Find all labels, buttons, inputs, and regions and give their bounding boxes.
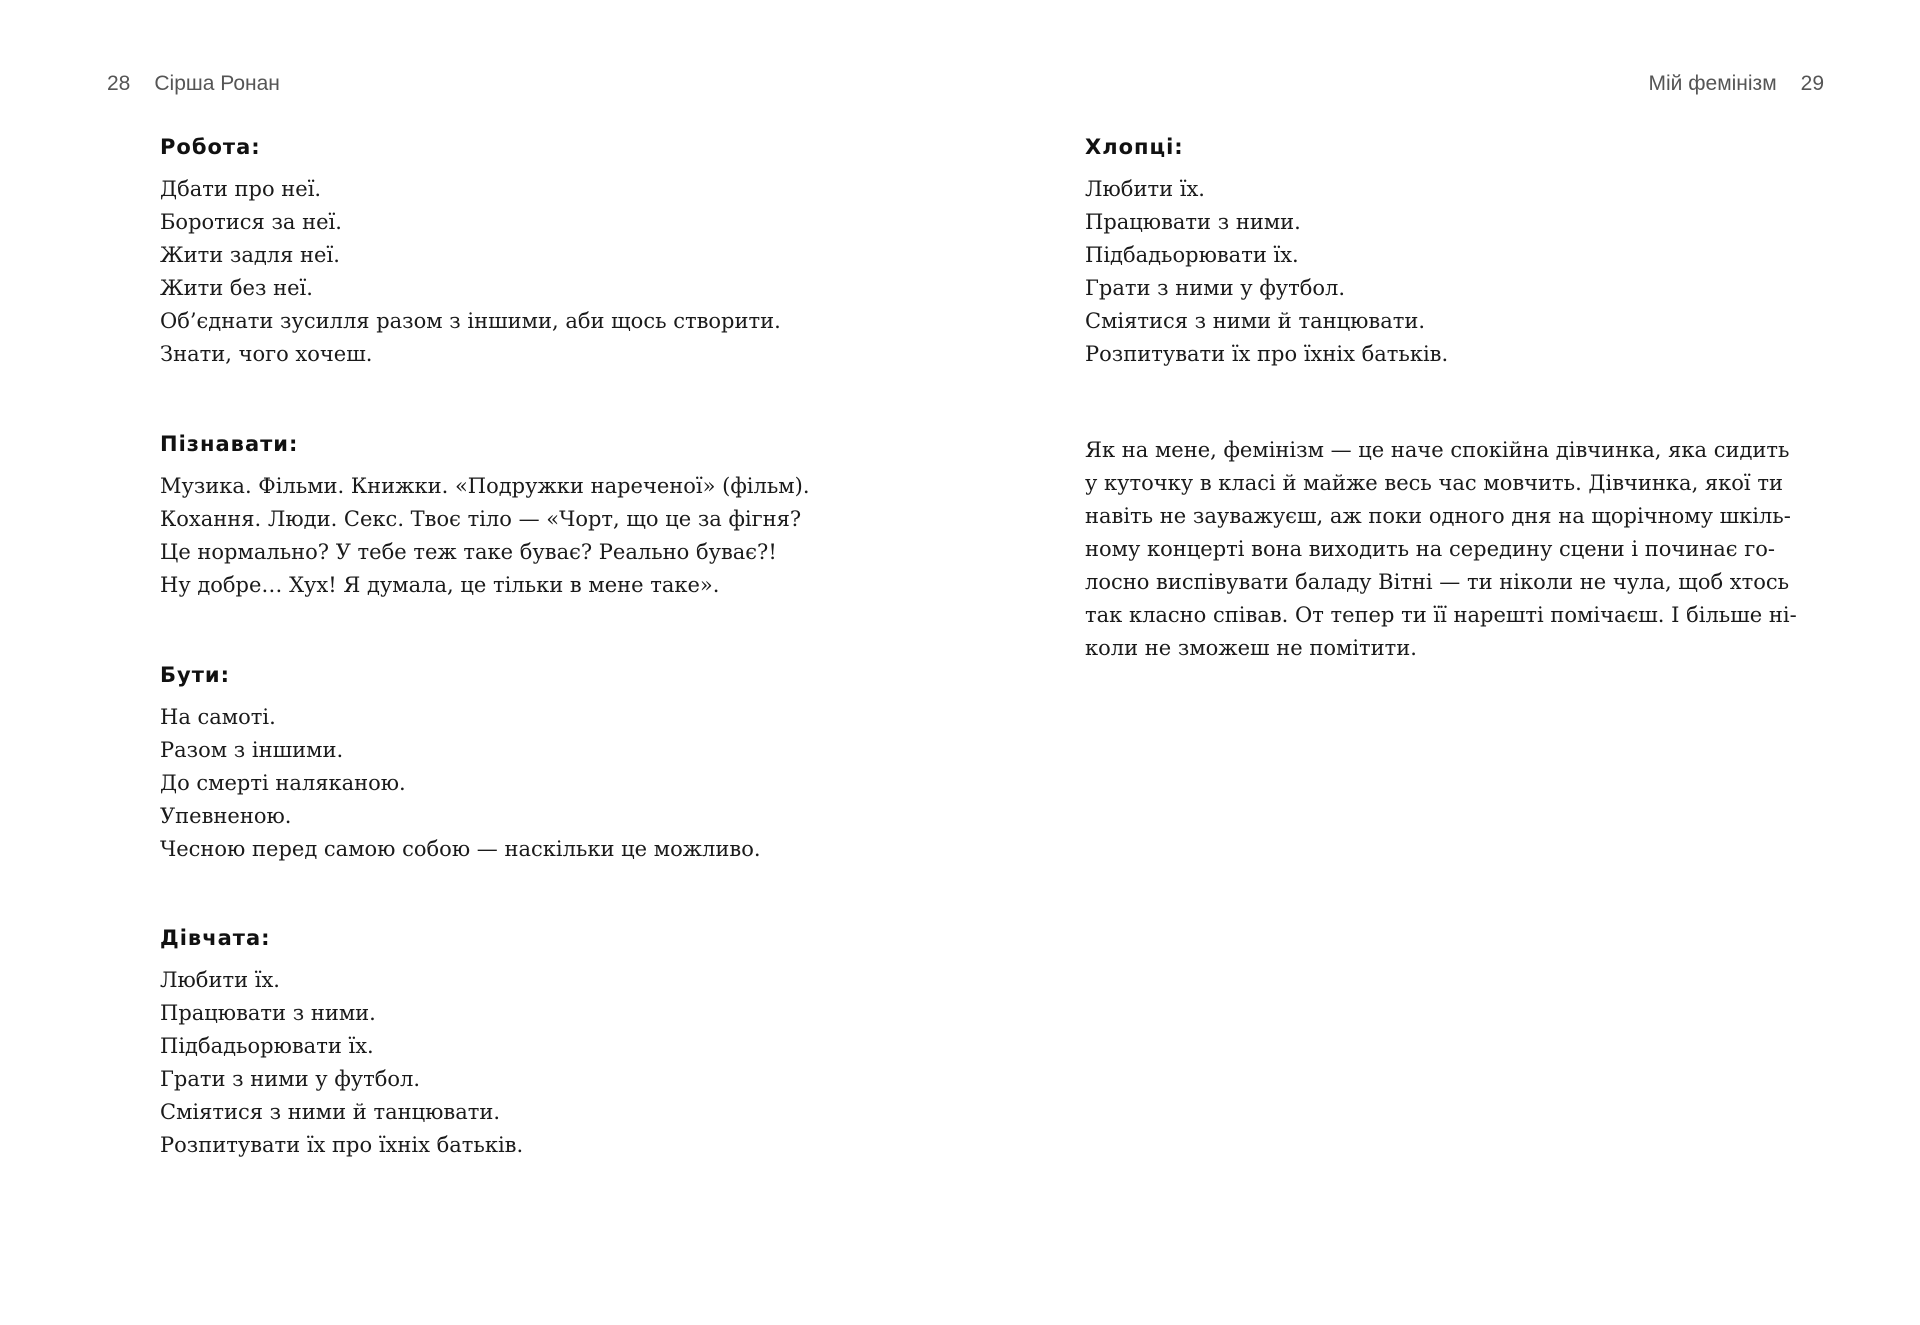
section-heading: Хлопці:	[1085, 135, 1184, 159]
section-heading: Бути:	[160, 663, 230, 687]
left-page-number: 28	[107, 72, 131, 95]
text-line: Це нормально? У тебе теж таке буває? Реально буває?!	[160, 540, 777, 564]
section-heading: Дівчата:	[160, 926, 271, 950]
right-page-number: 29	[1800, 72, 1824, 95]
text-line: Ну добре… Хух! Я думала, це тільки в мене таке».	[160, 573, 720, 597]
paragraph-line: ному концерті вона виходить на середину сцени і починає го-	[1085, 537, 1775, 561]
text-line: Розпитувати їх про їхніх батьків.	[1085, 342, 1449, 366]
text-line: Жити без неї.	[160, 276, 313, 300]
paragraph-line: коли не зможеш не помітити.	[1085, 636, 1417, 660]
right-running-title: Мій фемінізм	[1648, 72, 1777, 95]
text-line: Знати, чого хочеш.	[160, 342, 373, 366]
section-heading: Робота:	[160, 135, 261, 159]
text-line: Грати з ними у футбол.	[1085, 276, 1346, 300]
text-line: Грати з ними у футбол.	[160, 1067, 421, 1091]
left-running-head	[107, 70, 280, 98]
text-line: Любити їх.	[160, 968, 280, 992]
text-line: Жити задля неї.	[160, 243, 340, 267]
right-running-head	[1649, 70, 1824, 98]
text-line: Разом з іншими.	[160, 738, 344, 762]
text-line: Сміятися з ними й танцювати.	[1085, 309, 1426, 333]
section-piznavaty	[160, 430, 880, 602]
paragraph	[1085, 434, 1797, 665]
section-robota	[160, 133, 880, 371]
text-line: Дбати про неї.	[160, 177, 322, 201]
left-running-title: Сірша Ронан	[154, 72, 280, 95]
section-buty	[160, 661, 880, 866]
text-line: Музика. Фільми. Книжки. «Подружки нареченої» (фільм).	[160, 474, 810, 498]
paragraph-line: так класно співав. От тепер ти її нарешті помічаєш. І більше ні-	[1085, 603, 1797, 627]
paragraph-line: у куточку в класі й майже весь час мовчить. Дівчинка, якої ти	[1085, 471, 1783, 495]
text-line: Розпитувати їх про їхніх батьків.	[160, 1133, 524, 1157]
paragraph-line: навіть не зауважуєш, аж поки одного дня на щорічному шкіль-	[1085, 504, 1791, 528]
text-line: Чесною перед самою собою — наскільки це можливо.	[160, 837, 761, 861]
text-line: На самоті.	[160, 705, 276, 729]
text-line: До смерті наляканою.	[160, 771, 406, 795]
text-line: Підбадьорювати їх.	[1085, 243, 1299, 267]
text-line: Упевненою.	[160, 804, 292, 828]
body-paragraph	[1085, 434, 1797, 665]
text-line: Підбадьорювати їх.	[160, 1034, 374, 1058]
paragraph-line: лосно виспівувати баладу Вітні — ти ніколи не чула, щоб хтось	[1085, 570, 1790, 594]
text-line: Працювати з ними.	[160, 1001, 376, 1025]
text-line: Любити їх.	[1085, 177, 1205, 201]
text-line: Боротися за неї.	[160, 210, 342, 234]
section-divchata	[160, 924, 880, 1162]
section-khloptsi	[1085, 133, 1775, 371]
text-line: Працювати з ними.	[1085, 210, 1301, 234]
right-page	[960, 0, 1920, 1325]
section-heading: Пізнавати:	[160, 432, 299, 456]
text-line: Сміятися з ними й танцювати.	[160, 1100, 501, 1124]
text-line: Кохання. Люди. Секс. Твоє тіло — «Чорт, що це за фігня?	[160, 507, 802, 531]
text-line: Об’єднати зусилля разом з іншими, аби щось створити.	[160, 309, 781, 333]
paragraph-line: Як на мене, фемінізм — це наче спокійна дівчинка, яка сидить	[1085, 438, 1790, 462]
